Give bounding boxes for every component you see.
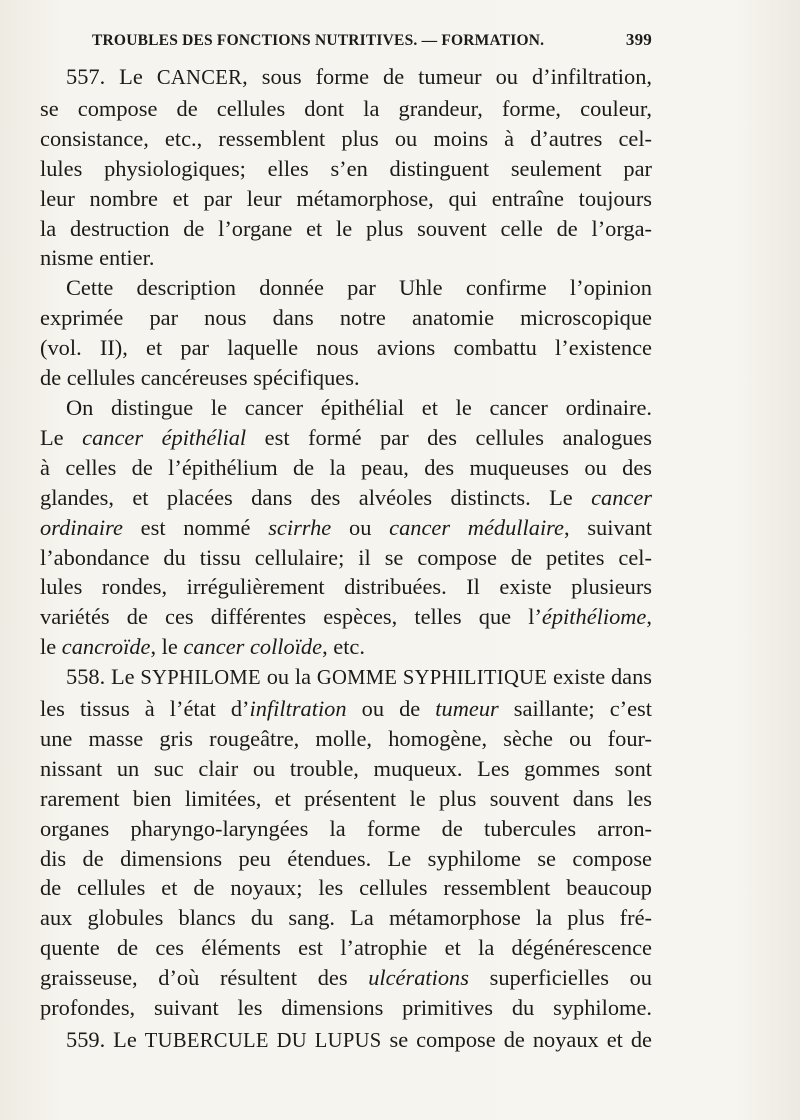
running-title: TROUBLES DES FONCTIONS NUTRITIVES. — FORMATION. xyxy=(92,32,545,49)
italic-term: tumeur xyxy=(435,696,499,722)
page-number: 399 xyxy=(625,30,652,49)
text-line: glandes, et placées dans des alvéoles distincts. Le cancer xyxy=(40,484,652,510)
text-line: quente de ces éléments est l’atrophie et la dégénérescence xyxy=(40,935,652,961)
term-small-caps: TUBERCULE DU LUPUS xyxy=(144,1030,382,1052)
italic-term: ulcérations xyxy=(368,965,469,991)
italic-term: cancroïde xyxy=(61,634,151,660)
text-line: nissant un suc clair ou trouble, muqueux. Les gommes sont xyxy=(40,755,652,781)
italic-term: épithéliome xyxy=(541,604,647,630)
text-line: le cancroïde, le cancer colloïde, etc. xyxy=(40,634,365,660)
italic-term: cancer épithélial xyxy=(82,424,247,450)
text-line: à celles de l’épithélium de la peau, des muqueuses ou des xyxy=(40,454,652,480)
text-line: 557. Le CANCER, sous forme de tumeur ou d’infiltration, xyxy=(66,64,653,89)
text-line: les tissus à l’état d’infiltration ou de tumeur saillante; c’est xyxy=(40,696,652,722)
italic-term: cancer colloïde xyxy=(183,634,323,660)
text-line: organes pharyngo-laryngées la forme de tubercules arron- xyxy=(40,815,652,841)
text-line: rarement bien limitées, et présentent le plus souvent dans les xyxy=(40,785,652,811)
text-line: On distingue le cancer épithélial et le cancer ordinaire. xyxy=(66,394,652,420)
text-line: exprimée par nous dans notre anatomie microscopique xyxy=(40,305,652,331)
running-header xyxy=(92,30,652,50)
text-line: variétés de ces différentes espèces, telles que l’épithéliome, xyxy=(40,604,652,630)
text-line: profondes, suivant les dimensions primitives du syphilome. xyxy=(40,995,652,1021)
text-line: consistance, etc., ressemblent plus ou moins à d’autres cel- xyxy=(40,125,652,151)
text-line: aux globules blancs du sang. La métamorphose la plus fré- xyxy=(40,905,652,931)
text-line: Cette description donnée par Uhle confirme l’opinion xyxy=(66,275,652,301)
text-line: Le cancer épithélial est formé par des cellules analogues xyxy=(40,424,652,450)
text-line: nisme entier. xyxy=(40,245,155,271)
text-line: dis de dimensions peu étendues. Le syphilome se compose xyxy=(40,845,652,871)
term-small-caps: GOMME SYPHILITIQUE xyxy=(316,667,548,690)
body-text xyxy=(40,62,652,1057)
text-line: (vol. II), et par laquelle nous avions combattu l’existence xyxy=(40,335,652,361)
italic-term: cancer xyxy=(591,484,652,510)
text-line: se compose de cellules dont la grandeur, forme, couleur, xyxy=(40,95,652,121)
text-line: l’abondance du tissu cellulaire; il se compose de petites cel- xyxy=(40,544,652,570)
text-line: de cellules cancéreuses spécifiques. xyxy=(40,365,360,391)
term-small-caps: SYPHILOME xyxy=(140,667,261,690)
italic-term: scirrhe xyxy=(268,514,332,540)
text-line: la destruction de l’organe et le plus souvent celle de l’orga- xyxy=(40,215,652,241)
text-line: graisseuse, d’où résultent des ulcérations superficielles ou xyxy=(40,965,653,991)
text-line: 559. Le TUBERCULE DU LUPUS se compose de noyaux et de xyxy=(66,1027,652,1052)
text-line: ordinaire est nommé scirrhe ou cancer médullaire, suivant xyxy=(40,514,653,540)
text-line: lules rondes, irrégulièrement distribuées. Il existe plusieurs xyxy=(40,574,652,600)
text-line: lules physiologiques; elles s’en distinguent seulement par xyxy=(40,155,652,181)
italic-term: ordinaire xyxy=(40,514,123,540)
italic-term: cancer médullaire xyxy=(389,514,564,540)
italic-term: infiltration xyxy=(249,696,347,722)
text-line: leur nombre et par leur métamorphose, qui entraîne toujours xyxy=(40,185,652,211)
text-line: de cellules et de noyaux; les cellules ressemblent beaucoup xyxy=(40,875,652,901)
text-line: 558. Le SYPHILOME ou la GOMME SYPHILITIQUE existe dans xyxy=(66,664,653,690)
text-line: une masse gris rougeâtre, molle, homogène, sèche ou four- xyxy=(40,725,652,751)
term-small-caps: CANCER xyxy=(156,67,243,89)
